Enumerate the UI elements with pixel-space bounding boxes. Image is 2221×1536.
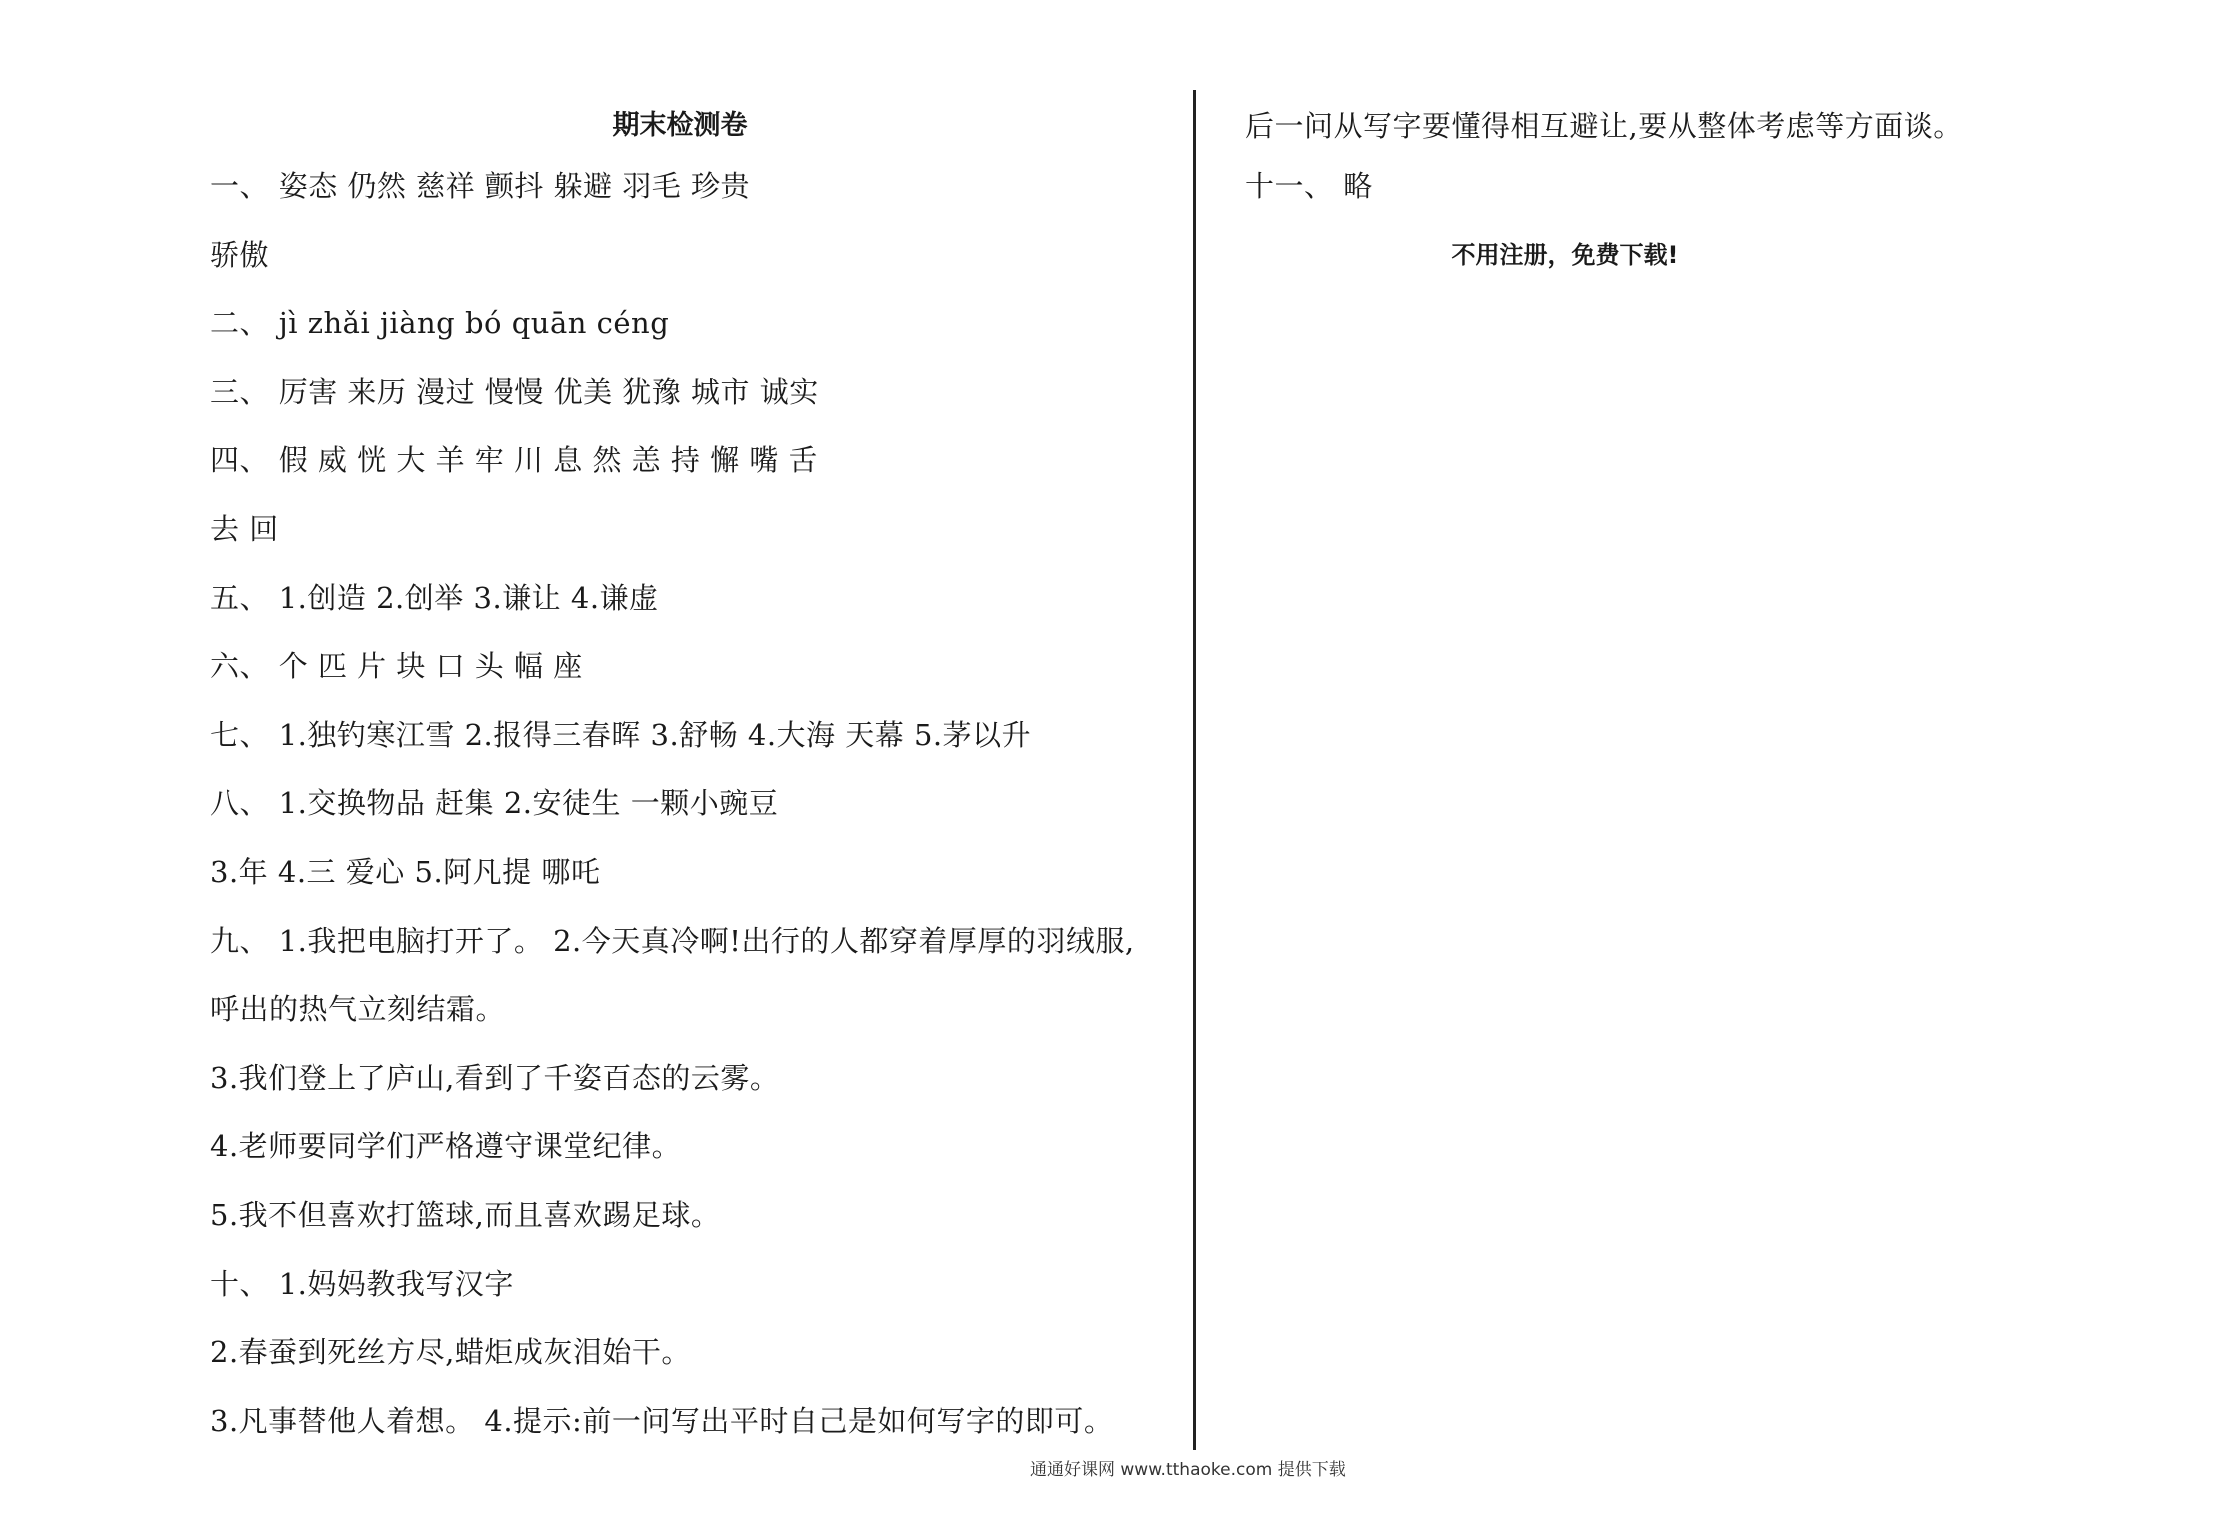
page-title: 期末检测卷 bbox=[612, 110, 748, 141]
answer-line: 五、 1.创造 2.创举 3.谦让 4.谦虚 bbox=[210, 580, 659, 615]
answer-line: 去 回 bbox=[210, 511, 279, 546]
answer-line: 六、 个 匹 片 块 口 头 幅 座 bbox=[210, 649, 583, 684]
answer-line: 一、 姿态 仍然 慈祥 颤抖 躲避 羽毛 珍贵 bbox=[210, 169, 751, 203]
right-column bbox=[1245, 100, 2145, 289]
answer-line: 二、 jì zhǎi jiàng bó quān céng bbox=[210, 306, 670, 341]
answer-line: 呼出的热气立刻结霜。 bbox=[210, 992, 506, 1027]
answer-line: 八、 1.交换物品 赶集 2.安徒生 一颗小豌豆 bbox=[210, 786, 779, 821]
answer-line: 四、 假 威 恍 大 羊 牢 川 息 然 恙 持 懈 嘴 舌 bbox=[210, 443, 819, 478]
answer-line: 十一、 略 bbox=[1245, 169, 1373, 203]
answer-line: 九、 1.我把电脑打开了。 2.今天真冷啊!出行的人都穿着厚厚的羽绒服, bbox=[210, 923, 1135, 958]
answer-line: 七、 1.独钓寒江雪 2.报得三春晖 3.舒畅 4.大海 天幕 5.茅以升 bbox=[210, 717, 1032, 752]
column-divider bbox=[1193, 90, 1196, 1450]
answer-line: 骄傲 bbox=[210, 237, 270, 272]
answer-line: 3.凡事替他人着想。 4.提示:前一问写出平时自己是如何写字的即可。 bbox=[210, 1403, 1114, 1438]
answer-line: 3.年 4.三 爱心 5.阿凡提 哪吒 bbox=[210, 854, 601, 889]
answer-line: 后一问从写字要懂得相互避让,要从整体考虑等方面谈。 bbox=[1245, 109, 1963, 143]
answer-line: 5.我不但喜欢打篮球,而且喜欢踢足球。 bbox=[210, 1197, 721, 1232]
answer-line: 十、 1.妈妈教我写汉字 bbox=[210, 1266, 514, 1301]
footer-credit: 通通好课网 www.tthaoke.com 提供下载 bbox=[1030, 1460, 1346, 1480]
left-column bbox=[210, 100, 1170, 1455]
promo-text: 不用注册，免费下载! bbox=[1451, 240, 1679, 269]
answer-line: 3.我们登上了庐山,看到了千姿百态的云雾。 bbox=[210, 1060, 780, 1095]
answer-line: 三、 厉害 来历 漫过 慢慢 优美 犹豫 城市 诚实 bbox=[210, 374, 819, 409]
answer-line: 4.老师要同学们严格遵守课堂纪律。 bbox=[210, 1129, 682, 1164]
answer-line: 2.春蚕到死丝方尽,蜡炬成灰泪始干。 bbox=[210, 1335, 691, 1370]
